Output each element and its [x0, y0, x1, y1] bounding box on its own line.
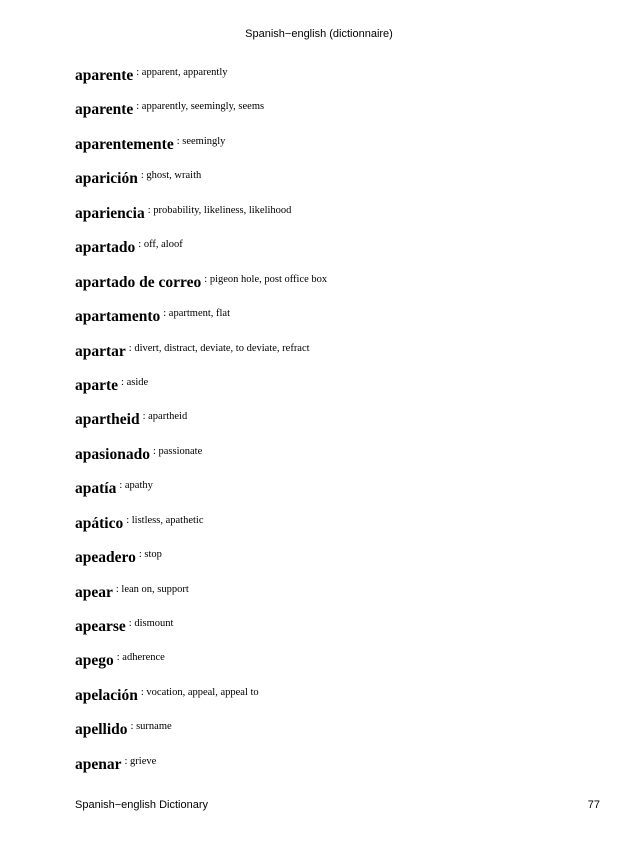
entry-definition: : adherence	[116, 652, 165, 664]
entry-definition: : apartment, flat	[163, 308, 231, 320]
dictionary-entry	[75, 407, 595, 441]
dictionary-entry	[75, 442, 595, 476]
dictionary-entry	[75, 717, 595, 751]
entry-headword: apartado	[75, 239, 136, 257]
entry-definition: : stop	[138, 549, 162, 561]
entry-headword: apatía	[75, 480, 117, 498]
entry-headword: apear	[75, 583, 113, 601]
dictionary-entry	[75, 166, 595, 200]
entry-headword: apasionado	[75, 445, 150, 463]
dictionary-entry	[75, 648, 595, 682]
page-header: Spanish−english (dictionnaire)	[245, 28, 393, 40]
dictionary-entry	[75, 545, 595, 579]
entry-headword: apego	[75, 652, 114, 670]
entry-headword: apearse	[75, 618, 126, 635]
entry-headword: apenar	[75, 755, 122, 773]
entry-definition: : apartheid	[142, 411, 188, 423]
entry-headword: aparente	[75, 67, 134, 84]
entry-definition: : ghost, wraith	[140, 170, 202, 182]
dictionary-entry	[75, 201, 595, 235]
entry-headword: aparición	[75, 170, 138, 188]
dictionary-entries	[75, 63, 595, 786]
entry-definition: : dismount	[128, 618, 174, 629]
entry-headword: aparente	[75, 101, 134, 119]
entry-headword: apartamento	[75, 308, 161, 326]
entry-definition: : listless, apathetic	[126, 514, 204, 526]
entry-headword: apartado de correo	[75, 273, 202, 291]
entry-definition: : apathy	[119, 480, 153, 492]
dictionary-entry	[75, 63, 595, 97]
dictionary-entry	[75, 304, 595, 338]
entry-headword: aparte	[75, 376, 119, 394]
footer-page-number: 77	[587, 799, 600, 811]
dictionary-entry	[75, 476, 595, 510]
entry-headword: apartheid	[75, 411, 140, 429]
entry-headword: apelación	[75, 686, 138, 704]
entry-definition: : lean on, support	[115, 583, 189, 595]
dictionary-entry	[75, 580, 595, 614]
entry-headword: aparentemente	[75, 135, 174, 153]
entry-definition: : probability, likeliness, likelihood	[147, 204, 292, 216]
dictionary-entry	[75, 270, 595, 304]
entry-definition: : passionate	[152, 445, 203, 457]
entry-headword: apeadero	[75, 549, 136, 567]
dictionary-entry	[75, 683, 595, 717]
dictionary-entry	[75, 339, 595, 373]
entry-definition: : pigeon hole, post office box	[204, 273, 328, 285]
dictionary-entry	[75, 614, 595, 648]
dictionary-entry	[75, 97, 595, 131]
entry-definition: : apparently, seemingly, seems	[136, 101, 265, 113]
entry-definition: : seemingly	[176, 135, 226, 147]
dictionary-entry	[75, 752, 595, 786]
dictionary-entry	[75, 511, 595, 545]
dictionary-entry	[75, 373, 595, 407]
footer-book-title: Spanish−english Dictionary	[75, 799, 208, 811]
entry-definition: : off, aloof	[138, 239, 183, 251]
entry-definition: : apparent, apparently	[136, 67, 228, 78]
entry-headword: apartar	[75, 342, 126, 360]
entry-definition: : divert, distract, deviate, to deviate, refract	[128, 342, 310, 354]
entry-headword: apático	[75, 514, 124, 532]
entry-definition: : grieve	[124, 755, 157, 767]
entry-definition: : vocation, appeal, appeal to	[140, 686, 259, 698]
entry-definition: : aside	[121, 376, 149, 388]
dictionary-entry	[75, 132, 595, 166]
entry-headword: apellido	[75, 721, 128, 739]
dictionary-entry	[75, 235, 595, 269]
entry-headword: apariencia	[75, 204, 145, 222]
entry-definition: : surname	[130, 721, 172, 733]
